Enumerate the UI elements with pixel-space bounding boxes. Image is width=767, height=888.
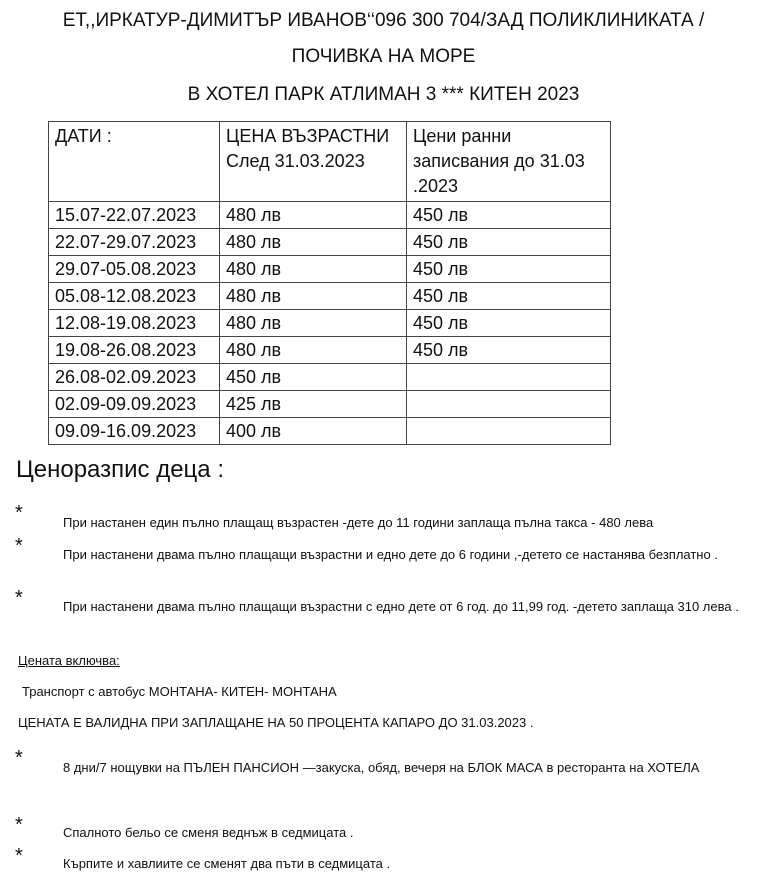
table-row: [49, 202, 611, 229]
header-line-3: В ХОТЕЛ ПАРК АТЛИМАН 3 *** КИТЕН 2023: [187, 84, 580, 105]
cell-adult-price: 480 лв: [220, 283, 407, 310]
cell-adult-price: 480 лв: [220, 310, 407, 337]
table-row: [49, 364, 611, 391]
table-row: [49, 391, 611, 418]
includes-item-2: Спалното бельо се сменя веднъж в седмицата .: [63, 825, 354, 840]
cell-early-price: 450 лв: [407, 283, 611, 310]
header-line-2: ПОЧИВКА НА МОРЕ: [291, 46, 476, 67]
cell-dates: 09.09-16.09.2023: [49, 418, 220, 445]
includes-title: Цената включва:: [18, 653, 120, 668]
cell-dates: 26.08-02.09.2023: [49, 364, 220, 391]
bullet-asterisk: *: [15, 747, 23, 769]
includes-item-3: Кърпите и хавлиите се сменят два пъти в седмицата .: [63, 856, 391, 871]
includes-item-1: 8 дни/7 нощувки на ПЪЛЕН ПАНСИОН —закуска, обяд, вечеря на БЛОК МАСА в ресторанта на ХОТЕЛА: [63, 760, 700, 775]
header-dates: ДАТИ :: [49, 122, 220, 202]
table-row: [49, 418, 611, 445]
cell-early-price: [407, 418, 611, 445]
cell-early-price: [407, 364, 611, 391]
cell-dates: 15.07-22.07.2023: [49, 202, 220, 229]
bullet-asterisk: *: [15, 845, 23, 867]
bullet-asterisk: *: [15, 535, 23, 557]
kids-item-1: При настанен един пълно плащащ възрастен -дете до 11 години заплаща пълна такса - 480 лева: [63, 515, 654, 530]
cell-early-price: 450 лв: [407, 256, 611, 283]
table-row: [49, 229, 611, 256]
cell-dates: 19.08-26.08.2023: [49, 337, 220, 364]
cell-early-price: 450 лв: [407, 229, 611, 256]
cell-adult-price: 480 лв: [220, 337, 407, 364]
cell-adult-price: 480 лв: [220, 202, 407, 229]
cell-adult-price: 450 лв: [220, 364, 407, 391]
transport-line: Транспорт с автобус МОНТАНА- КИТЕН- МОНТАНА: [22, 684, 337, 699]
kids-item-2: При настанени двама пълно плащащи възрастни и едно дете до 6 години ,-детето се настанява безплатно .: [63, 547, 718, 562]
bullet-asterisk: *: [15, 587, 23, 609]
cell-early-price: 450 лв: [407, 310, 611, 337]
cell-adult-price: 425 лв: [220, 391, 407, 418]
bullet-asterisk: *: [15, 502, 23, 524]
cell-dates: 05.08-12.08.2023: [49, 283, 220, 310]
table-row: [49, 310, 611, 337]
cell-early-price: 450 лв: [407, 337, 611, 364]
table-row: [49, 337, 611, 364]
cell-adult-price: 480 лв: [220, 229, 407, 256]
cell-adult-price: 400 лв: [220, 418, 407, 445]
header-early-booking: Цени ранни записвания до 31.03 .2023: [407, 122, 611, 202]
cell-dates: 22.07-29.07.2023: [49, 229, 220, 256]
table-header-row: [49, 122, 611, 202]
validity-line: ЦЕНАТА Е ВАЛИДНА ПРИ ЗАПЛАЩАНЕ НА 50 ПРОЦЕНТА КАПАРО ДО 31.03.2023 .: [18, 715, 534, 730]
cell-dates: 12.08-19.08.2023: [49, 310, 220, 337]
header-adult-price: ЦЕНА ВЪЗРАСТНИ След 31.03.2023: [220, 122, 407, 202]
table-row: [49, 256, 611, 283]
cell-dates: 29.07-05.08.2023: [49, 256, 220, 283]
price-table: [48, 121, 611, 445]
header-line-1: ЕТ,,ИРКАТУР-ДИМИТЪР ИВАНОВ‘‘096 300 704/ЗАД ПОЛИКЛИНИКАТА /: [62, 10, 705, 31]
kids-item-3: При настанени двама пълно плащащи възрастни с едно дете от 6 год. до 11,99 год. -детето заплаща 310 лева .: [63, 599, 739, 614]
cell-early-price: [407, 391, 611, 418]
kids-pricing-title: Ценоразпис деца :: [16, 456, 224, 483]
bullet-asterisk: *: [15, 814, 23, 836]
cell-adult-price: 480 лв: [220, 256, 407, 283]
cell-dates: 02.09-09.09.2023: [49, 391, 220, 418]
cell-early-price: 450 лв: [407, 202, 611, 229]
table-row: [49, 283, 611, 310]
